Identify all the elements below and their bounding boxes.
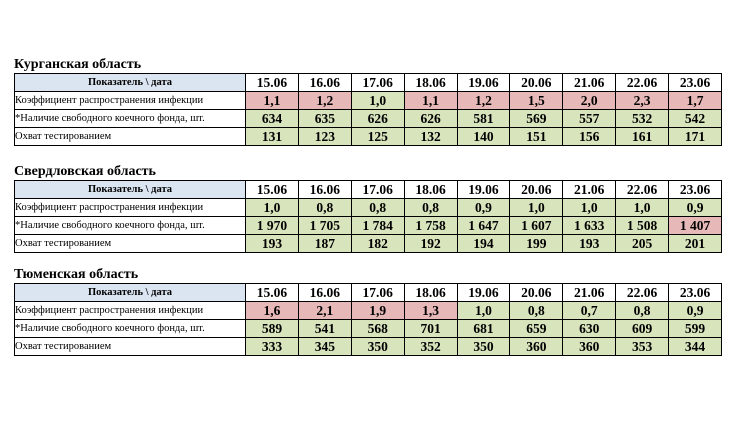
value-cell: 1 633 (563, 217, 616, 235)
row-label: Охват тестированием (15, 235, 246, 253)
indicators-table (14, 73, 722, 146)
value-cell: 0,8 (298, 199, 351, 217)
region-sverdlovsk (14, 164, 722, 253)
value-cell: 1 970 (246, 217, 299, 235)
value-cell: 131 (246, 128, 299, 146)
header-label: Показатель \ дата (15, 181, 246, 199)
value-cell: 352 (404, 338, 457, 356)
value-cell: 609 (616, 320, 669, 338)
table-row (15, 199, 722, 217)
value-cell: 659 (510, 320, 563, 338)
row-label: Охват тестированием (15, 338, 246, 356)
date-header: 17.06 (351, 181, 404, 199)
value-cell: 1,0 (563, 199, 616, 217)
table-row (15, 338, 722, 356)
date-header: 17.06 (351, 284, 404, 302)
value-cell: 1,5 (510, 92, 563, 110)
value-cell: 1 758 (404, 217, 457, 235)
value-cell: 1,2 (457, 92, 510, 110)
value-cell: 1 784 (351, 217, 404, 235)
date-header: 19.06 (457, 74, 510, 92)
value-cell: 1,0 (510, 199, 563, 217)
date-header: 16.06 (298, 74, 351, 92)
region-title: Свердловская область (14, 164, 156, 179)
value-cell: 1,1 (246, 92, 299, 110)
value-cell: 0,9 (669, 302, 722, 320)
value-cell: 1 508 (616, 217, 669, 235)
date-header: 15.06 (246, 284, 299, 302)
value-cell: 360 (563, 338, 616, 356)
table-row (15, 110, 722, 128)
value-cell: 634 (246, 110, 299, 128)
date-header: 18.06 (404, 284, 457, 302)
row-label: Коэффициент распространения инфекции (15, 302, 246, 320)
value-cell: 193 (563, 235, 616, 253)
date-header: 22.06 (616, 284, 669, 302)
value-cell: 201 (669, 235, 722, 253)
table-row (15, 217, 722, 235)
value-cell: 1 407 (669, 217, 722, 235)
date-header: 19.06 (457, 284, 510, 302)
value-cell: 557 (563, 110, 616, 128)
value-cell: 123 (298, 128, 351, 146)
date-header: 20.06 (510, 181, 563, 199)
date-header: 21.06 (563, 74, 616, 92)
row-label: *Наличие свободного коечного фонда, шт. (15, 110, 246, 128)
value-cell: 199 (510, 235, 563, 253)
value-cell: 0,8 (351, 199, 404, 217)
row-label: Охват тестированием (15, 128, 246, 146)
value-cell: 1,0 (457, 302, 510, 320)
value-cell: 581 (457, 110, 510, 128)
indicators-table (14, 283, 722, 356)
value-cell: 532 (616, 110, 669, 128)
value-cell: 1,2 (298, 92, 351, 110)
table-row (15, 235, 722, 253)
value-cell: 681 (457, 320, 510, 338)
date-header: 17.06 (351, 74, 404, 92)
value-cell: 1,6 (246, 302, 299, 320)
value-cell: 171 (669, 128, 722, 146)
value-cell: 360 (510, 338, 563, 356)
value-cell: 1 705 (298, 217, 351, 235)
date-header: 22.06 (616, 74, 669, 92)
table-header-row (15, 74, 722, 92)
value-cell: 350 (351, 338, 404, 356)
value-cell: 701 (404, 320, 457, 338)
value-cell: 345 (298, 338, 351, 356)
value-cell: 541 (298, 320, 351, 338)
value-cell: 2,3 (616, 92, 669, 110)
date-header: 23.06 (669, 181, 722, 199)
date-header: 15.06 (246, 181, 299, 199)
table-row (15, 320, 722, 338)
header-label: Показатель \ дата (15, 284, 246, 302)
value-cell: 353 (616, 338, 669, 356)
value-cell: 0,7 (563, 302, 616, 320)
date-header: 16.06 (298, 284, 351, 302)
table-header-row (15, 181, 722, 199)
value-cell: 161 (616, 128, 669, 146)
value-cell: 630 (563, 320, 616, 338)
table-row (15, 92, 722, 110)
value-cell: 626 (351, 110, 404, 128)
row-label: Коэффициент распространения инфекции (15, 199, 246, 217)
value-cell: 182 (351, 235, 404, 253)
value-cell: 1,1 (404, 92, 457, 110)
date-header: 20.06 (510, 284, 563, 302)
date-header: 18.06 (404, 74, 457, 92)
value-cell: 635 (298, 110, 351, 128)
value-cell: 626 (404, 110, 457, 128)
value-cell: 1 647 (457, 217, 510, 235)
value-cell: 1,3 (404, 302, 457, 320)
value-cell: 333 (246, 338, 299, 356)
value-cell: 344 (669, 338, 722, 356)
indicators-table (14, 180, 722, 253)
value-cell: 0,8 (404, 199, 457, 217)
value-cell: 140 (457, 128, 510, 146)
value-cell: 589 (246, 320, 299, 338)
date-header: 15.06 (246, 74, 299, 92)
value-cell: 132 (404, 128, 457, 146)
row-label: *Наличие свободного коечного фонда, шт. (15, 217, 246, 235)
value-cell: 192 (404, 235, 457, 253)
value-cell: 568 (351, 320, 404, 338)
region-title: Тюменская область (14, 267, 139, 282)
value-cell: 205 (616, 235, 669, 253)
table-row (15, 302, 722, 320)
date-header: 19.06 (457, 181, 510, 199)
value-cell: 542 (669, 110, 722, 128)
region-kurgan (14, 57, 722, 146)
date-header: 21.06 (563, 181, 616, 199)
region-tyumen (14, 267, 722, 356)
value-cell: 151 (510, 128, 563, 146)
table-header-row (15, 284, 722, 302)
value-cell: 569 (510, 110, 563, 128)
value-cell: 125 (351, 128, 404, 146)
table-row (15, 128, 722, 146)
value-cell: 350 (457, 338, 510, 356)
value-cell: 0,8 (616, 302, 669, 320)
date-header: 20.06 (510, 74, 563, 92)
header-label: Показатель \ дата (15, 74, 246, 92)
value-cell: 194 (457, 235, 510, 253)
value-cell: 1,0 (351, 92, 404, 110)
value-cell: 599 (669, 320, 722, 338)
value-cell: 0,9 (669, 199, 722, 217)
value-cell: 2,0 (563, 92, 616, 110)
value-cell: 1,0 (616, 199, 669, 217)
value-cell: 2,1 (298, 302, 351, 320)
value-cell: 0,9 (457, 199, 510, 217)
row-label: Коэффициент распространения инфекции (15, 92, 246, 110)
value-cell: 187 (298, 235, 351, 253)
date-header: 23.06 (669, 284, 722, 302)
date-header: 23.06 (669, 74, 722, 92)
date-header: 18.06 (404, 181, 457, 199)
value-cell: 1 607 (510, 217, 563, 235)
value-cell: 156 (563, 128, 616, 146)
value-cell: 1,0 (246, 199, 299, 217)
value-cell: 0,8 (510, 302, 563, 320)
value-cell: 193 (246, 235, 299, 253)
date-header: 21.06 (563, 284, 616, 302)
row-label: *Наличие свободного коечного фонда, шт. (15, 320, 246, 338)
date-header: 22.06 (616, 181, 669, 199)
value-cell: 1,7 (669, 92, 722, 110)
region-title: Курганская область (14, 57, 142, 72)
date-header: 16.06 (298, 181, 351, 199)
value-cell: 1,9 (351, 302, 404, 320)
